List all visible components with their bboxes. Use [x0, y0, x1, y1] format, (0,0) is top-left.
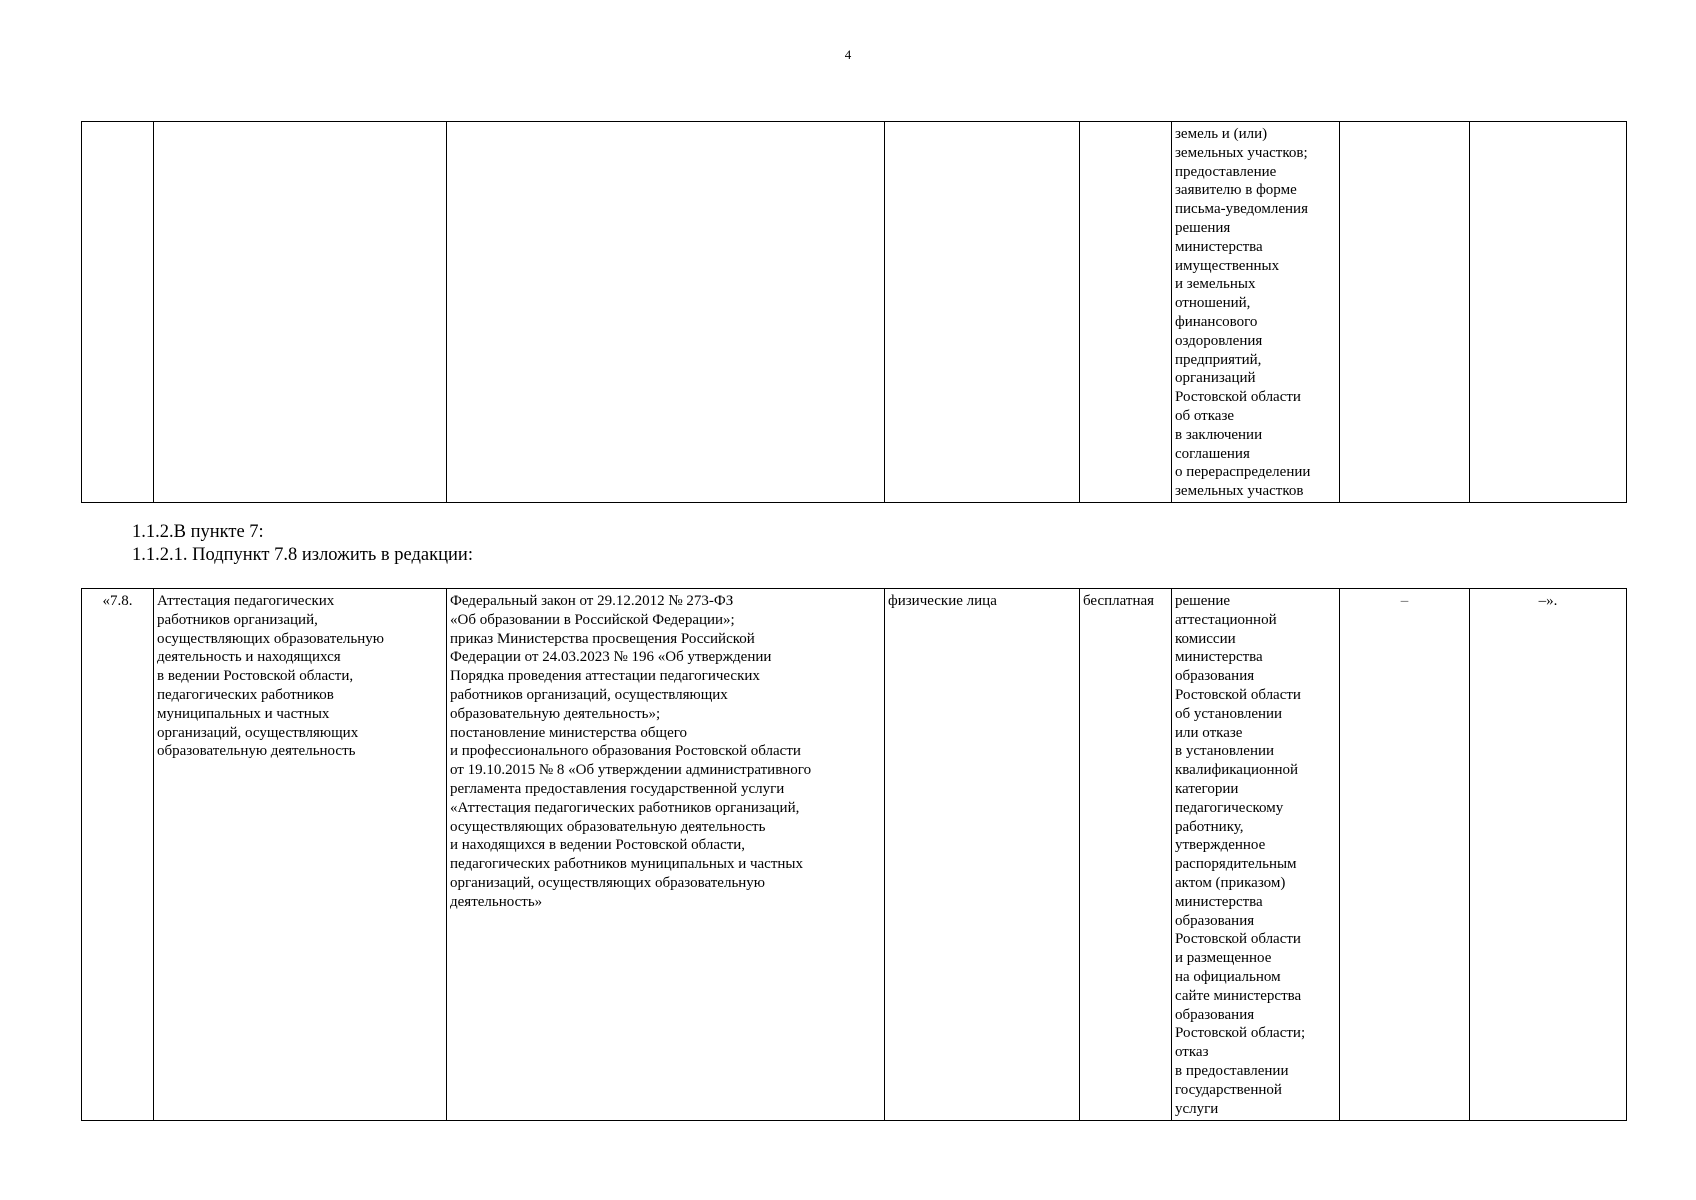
cell-fee [1080, 122, 1172, 503]
cell-result: решение аттестационной комиссии министерства образования Ростовской области об установлении или отказе в установлении квалификационной категории педагогическому работнику, утвержденное распорядительным актом (приказом) министерства образования Ростовской области и размещенное на официальном сайте министерства образования Ростовской области; отказ в предоставлении государственной услуги [1172, 589, 1340, 1121]
table-row [82, 122, 1627, 503]
cell-service-name [154, 122, 447, 503]
page-number: 4 [844, 47, 852, 62]
cell-col8: –». [1470, 589, 1627, 1121]
cell-result: земель и (или) земельных участков; предоставление заявителю в форме письма-уведомления решения министерства имущественных и земельных отношений, финансового оздоровления предприятий, организаций Ростовской области об отказе в заключении соглашения о перераспределении земельных участков [1172, 122, 1340, 503]
cell-fee: бесплатная [1080, 589, 1172, 1121]
cell-service-name: Аттестация педагогических работников организаций, осуществляющих образовательную деятельность и находящихся в ведении Ростовской области, педагогических работников муниципальных и частных организаций, осуществляющих образовательную деятельность [154, 589, 447, 1121]
cell-col8 [1470, 122, 1627, 503]
continuation-table [81, 121, 1627, 503]
paragraph-subitem-7-8: 1.1.2.1. Подпункт 7.8 изложить в редакции: [132, 545, 473, 565]
table-row [82, 589, 1627, 1121]
cell-legal-basis: Федеральный закон от 29.12.2012 № 273-ФЗ «Об образовании в Российской Федерации»; приказ Министерства просвещения Российской Федерации от 24.03.2023 № 196 «Об утверждении Порядка проведения аттестации педагогических работников организаций, осуществляющих образовательную деятельность»; постановление министерства общего и профессионального образования Ростовской области от 19.10.2015 № 8 «Об утверждении административного регламента предоставления государственной услуги «Аттестация педагогических работников организаций, осуществляющих образовательную деятельность и находящихся в ведении Ростовской области, педагогических работников муниципальных и частных организаций, осуществляющих образовательную деятельность» [447, 589, 885, 1121]
cell-col7 [1340, 122, 1470, 503]
cell-col7: – [1340, 589, 1470, 1121]
cell-applicants: физические лица [885, 589, 1080, 1121]
cell-number [82, 122, 154, 503]
amendment-table [81, 588, 1627, 1121]
cell-number: «7.8. [82, 589, 154, 1121]
paragraph-item-7: 1.1.2.В пункте 7: [132, 522, 264, 542]
cell-legal-basis [447, 122, 885, 503]
cell-applicants [885, 122, 1080, 503]
